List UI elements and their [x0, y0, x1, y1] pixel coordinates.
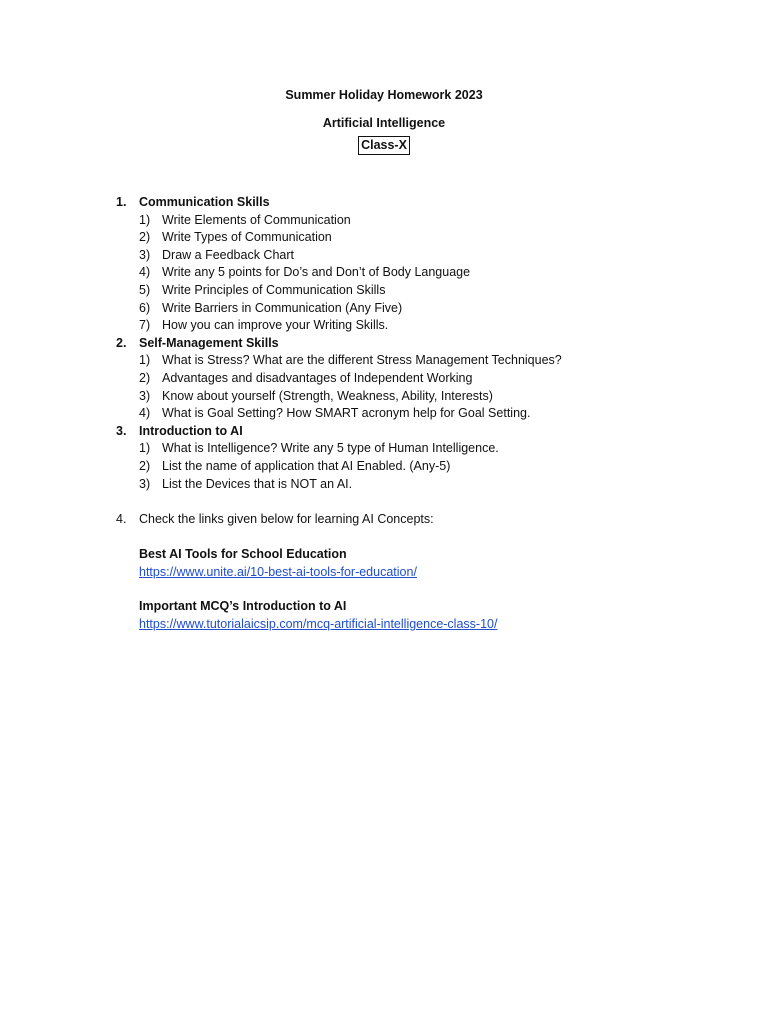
class-label: Class-X	[358, 136, 410, 155]
item-text: Write Barriers in Communication (Any Five)	[162, 300, 403, 315]
item-text: Write Elements of Communication	[162, 212, 351, 227]
section-heading: Communication Skills	[139, 195, 270, 209]
link-title: Best AI Tools for School Education	[139, 547, 347, 561]
item-text: List the name of application that AI Enabled. (Any-5)	[162, 459, 451, 473]
item-number: 4)	[139, 265, 151, 280]
item-number: 1)	[139, 441, 151, 456]
item-text: Draw a Feedback Chart	[162, 247, 295, 262]
subject-title: Artificial Intelligence	[322, 116, 446, 130]
item-text: Write any 5 points for Do’s and Don’t of Body Language	[162, 265, 471, 280]
item-number: 7)	[139, 318, 151, 333]
item-number: 1)	[139, 212, 151, 227]
link-title: Important MCQ’s Introduction to AI	[139, 599, 347, 613]
section-number: 1.	[116, 195, 127, 209]
section-heading: Self-Management Skills	[139, 335, 279, 350]
section-number: 2.	[116, 335, 127, 350]
section-number: 3.	[116, 423, 127, 438]
section-text: Check the links given below for learning AI Concepts:	[139, 512, 434, 526]
item-text: How you can improve your Writing Skills.	[162, 318, 389, 333]
item-number: 2)	[139, 459, 151, 473]
item-text: What is Intelligence? Write any 5 type of Human Intelligence.	[162, 441, 499, 456]
item-text: Write Principles of Communication Skills	[162, 283, 386, 297]
section-number: 4.	[116, 512, 127, 526]
item-number: 6)	[139, 300, 151, 315]
item-number: 1)	[139, 353, 151, 368]
item-text: What is Stress? What are the different Stress Management Techniques?	[162, 353, 562, 368]
item-text: Write Types of Communication	[162, 230, 332, 245]
education-tools-link[interactable]: https://www.unite.ai/10-best-ai-tools-for-education/	[139, 565, 417, 579]
item-number: 2)	[139, 371, 151, 385]
item-number: 3)	[139, 388, 151, 403]
item-text: Know about yourself (Strength, Weakness, Ability, Interests)	[162, 388, 493, 403]
item-number: 4)	[139, 406, 151, 421]
document-title: Summer Holiday Homework 2023	[285, 88, 483, 102]
item-text: List the Devices that is NOT an AI.	[162, 476, 353, 491]
mcq-link[interactable]: https://www.tutorialaicsip.com/mcq-artificial-intelligence-class-10/	[139, 617, 498, 631]
section-heading: Introduction to AI	[139, 423, 243, 438]
item-number: 2)	[139, 230, 151, 245]
item-text: Advantages and disadvantages of Independent Working	[162, 371, 473, 385]
item-text: What is Goal Setting? How SMART acronym help for Goal Setting.	[162, 406, 531, 421]
item-number: 5)	[139, 283, 151, 297]
class-label-wrapper	[0, 136, 768, 155]
item-number: 3)	[139, 247, 151, 262]
item-number: 3)	[139, 476, 151, 491]
